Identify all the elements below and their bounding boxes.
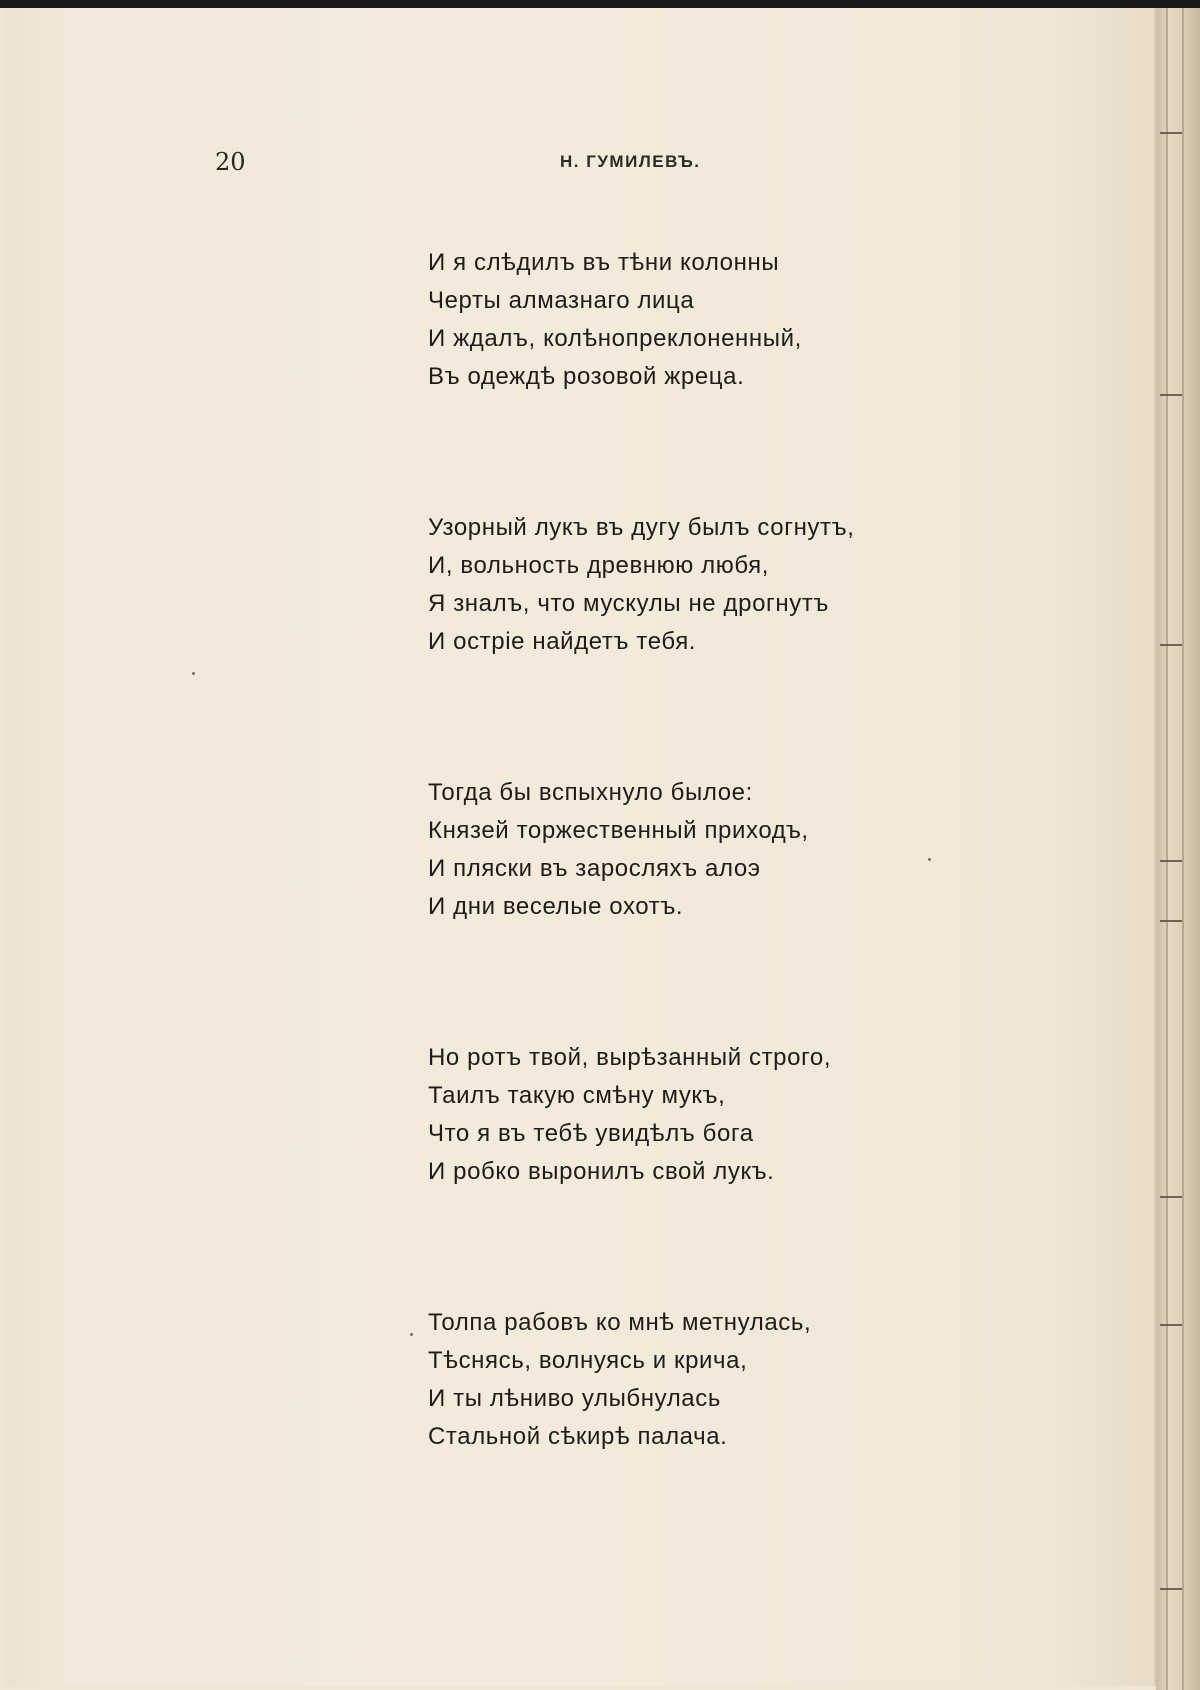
paper-speck (192, 672, 195, 675)
paper-speck (410, 1333, 413, 1336)
stanza-4 (428, 1039, 948, 1191)
poem-line: Стальной сѣкирѣ палача. (428, 1423, 728, 1450)
stanza-1 (428, 244, 948, 396)
poem-line: И пляски въ заросляхъ алоэ (428, 855, 761, 882)
stanza-3 (428, 774, 948, 926)
poem-line: И, вольность древнюю любя, (428, 552, 770, 579)
binding-notch (1160, 394, 1182, 396)
binding-notch (1160, 1588, 1182, 1590)
poem-line: И я слѣдилъ въ тѣни колонны (428, 249, 780, 276)
poem-line: Узорный лукъ въ дугу былъ согнутъ, (428, 514, 855, 541)
poem-line: Тѣснясь, волнуясь и крича, (428, 1347, 748, 1374)
poem-line: Князей торжественный приходъ, (428, 817, 809, 844)
poem-line: Таилъ такую смѣну мукъ, (428, 1082, 726, 1109)
stanza-2 (428, 509, 948, 661)
binding-notch (1160, 132, 1182, 134)
poem-line: И дни веселые охотъ. (428, 893, 684, 920)
binding-notch (1160, 1324, 1182, 1326)
poem-line: Тогда бы вспыхнуло былое: (428, 779, 753, 806)
poem-line: И робко выронилъ свой лукъ. (428, 1158, 775, 1185)
page-edge-line (1166, 8, 1168, 1690)
poem-line: Но ротъ твой, вырѣзанный строго, (428, 1044, 832, 1071)
binding-notch (1160, 860, 1182, 862)
poem (428, 244, 948, 1456)
binding-notch (1160, 920, 1182, 922)
binding-notch (1160, 1196, 1182, 1198)
poem-line: Толпа рабовъ ко мнѣ метнулась, (428, 1309, 812, 1336)
poem-line: И остріе найдетъ тебя. (428, 628, 697, 655)
binding-notch (1160, 644, 1182, 646)
scan-top-border (0, 0, 1200, 8)
poem-line: Черты алмазнаго лица (428, 287, 695, 314)
poem-line: Въ одеждѣ розовой жреца. (428, 363, 745, 390)
page-edge-line (1182, 8, 1184, 1690)
poem-line: И ждалъ, колѣнопреклоненный, (428, 325, 802, 352)
running-head: Н. ГУМИЛЕВЪ. (560, 152, 701, 171)
poem-line: И ты лѣниво улыбнулась (428, 1385, 721, 1412)
poem-line: Я зналъ, что мускулы не дрогнутъ (428, 590, 830, 617)
poem-line: Что я въ тебѣ увидѣлъ бога (428, 1120, 754, 1147)
stanza-5 (428, 1304, 948, 1456)
page-number: 20 (215, 148, 246, 176)
page-edge-stack (1156, 8, 1200, 1690)
